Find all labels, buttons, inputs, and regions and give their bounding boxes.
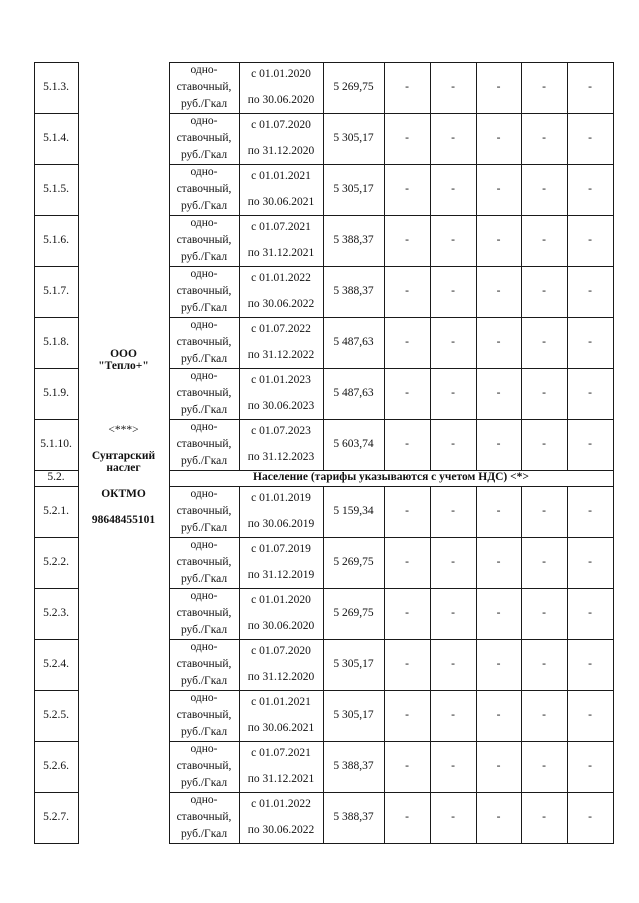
period-from: с 01.07.2020	[251, 119, 311, 132]
tariff-type-line: руб./Гкал	[180, 675, 228, 687]
empty-value-dash: -	[588, 182, 592, 195]
tariff-type-line: ставочный,	[176, 556, 232, 568]
period-from: с 01.07.2021	[251, 747, 311, 760]
period-from: с 01.07.2023	[251, 425, 311, 438]
period-from: с 01.07.2022	[251, 323, 311, 336]
tariff-type-line: одно-	[190, 319, 218, 331]
oktmo-label: ОКТМО	[101, 488, 146, 500]
period-cell	[239, 62, 323, 113]
empty-value-dash: -	[405, 335, 409, 348]
empty-value-dash: -	[588, 80, 592, 93]
tariff-value: 5 305,17	[333, 131, 374, 144]
period-to: по 31.12.2021	[247, 246, 315, 259]
settlement-line2: наслег	[106, 462, 141, 474]
tariff-type-line: руб./Гкал	[180, 573, 228, 585]
empty-value-dash: -	[405, 386, 409, 399]
empty-value-dash: -	[496, 233, 501, 246]
tariff-type	[169, 537, 239, 588]
row-number: 5.1.9.	[43, 386, 69, 399]
tariff-type-line: одно-	[190, 115, 218, 127]
empty-value-dash: -	[542, 386, 546, 399]
tariff-type-line: руб./Гкал	[180, 353, 228, 365]
tariff-type-line: одно-	[190, 539, 218, 551]
tariff-type-line: руб./Гкал	[180, 455, 228, 467]
empty-value-dash: -	[451, 80, 455, 93]
tariff-type-line: руб./Гкал	[180, 302, 228, 314]
org-footnote-mark: <***>	[108, 424, 139, 436]
tariff-type-line: руб./Гкал	[180, 726, 228, 738]
empty-value-dash: -	[405, 555, 409, 568]
row-number: 5.2.4.	[43, 657, 69, 670]
empty-value-dash: -	[405, 131, 409, 144]
empty-value-dash: -	[542, 131, 546, 144]
tariff-type-line: руб./Гкал	[180, 522, 228, 534]
row-number: 5.1.7.	[43, 284, 69, 297]
empty-value-dash: -	[496, 386, 501, 399]
tariff-type	[169, 486, 239, 537]
empty-value-dash: -	[405, 810, 409, 823]
empty-value-dash: -	[542, 233, 546, 246]
empty-value-dash: -	[405, 284, 409, 297]
empty-value-dash: -	[542, 759, 546, 772]
tariff-type	[169, 164, 239, 215]
empty-value-dash: -	[405, 504, 409, 517]
empty-value-dash: -	[496, 759, 501, 772]
empty-value-dash: -	[542, 335, 546, 348]
tariff-type-line: одно-	[190, 488, 218, 500]
period-from: с 01.01.2021	[251, 170, 311, 183]
tariff-type-line: одно-	[190, 421, 218, 433]
empty-value-dash: -	[451, 657, 455, 670]
row-number: 5.1.5.	[43, 182, 69, 195]
empty-value-dash: -	[451, 437, 455, 450]
period-cell	[239, 486, 323, 537]
tariff-value: 5 305,17	[333, 708, 374, 721]
period-cell	[239, 639, 323, 690]
period-to: по 31.12.2022	[247, 348, 315, 361]
tariff-type-line: руб./Гкал	[180, 149, 228, 161]
period-to: по 31.12.2020	[247, 144, 315, 157]
empty-value-dash: -	[451, 335, 455, 348]
tariff-type-line: ставочный,	[176, 709, 232, 721]
empty-value-dash: -	[542, 504, 546, 517]
org-name-line2: "Тепло+"	[98, 360, 149, 372]
tariff-type	[169, 266, 239, 317]
empty-value-dash: -	[496, 80, 501, 93]
tariff-type-line: ставочный,	[176, 505, 232, 517]
row-number: 5.2.3.	[43, 606, 69, 619]
period-from: с 01.01.2023	[251, 374, 311, 387]
empty-value-dash: -	[588, 233, 592, 246]
empty-value-dash: -	[405, 708, 409, 721]
oktmo-code: 98648455101	[91, 514, 156, 526]
empty-value-dash: -	[496, 335, 501, 348]
tariff-type	[169, 588, 239, 639]
period-cell	[239, 792, 323, 843]
period-cell	[239, 741, 323, 792]
empty-value-dash: -	[496, 131, 501, 144]
empty-value-dash: -	[405, 759, 409, 772]
period-cell	[239, 317, 323, 368]
row-number: 5.1.8.	[43, 335, 69, 348]
org-name-line1: ООО	[110, 348, 137, 360]
period-to: по 30.06.2023	[247, 399, 315, 412]
period-cell	[239, 113, 323, 164]
period-to: по 30.06.2019	[247, 517, 315, 530]
empty-value-dash: -	[588, 555, 592, 568]
row-number: 5.1.10.	[40, 437, 72, 450]
tariff-type-line: одно-	[190, 692, 218, 704]
tariff-type-line: ставочный,	[176, 607, 232, 619]
empty-value-dash: -	[451, 810, 455, 823]
tariff-type-line: руб./Гкал	[180, 200, 228, 212]
empty-value-dash: -	[588, 606, 592, 619]
tariff-type	[169, 62, 239, 113]
empty-value-dash: -	[451, 708, 455, 721]
row-number: 5.2.5.	[43, 708, 69, 721]
period-cell	[239, 368, 323, 419]
tariff-type	[169, 368, 239, 419]
col-border-right	[613, 62, 614, 843]
period-cell	[239, 537, 323, 588]
empty-value-dash: -	[496, 182, 501, 195]
tariff-type-line: одно-	[190, 166, 218, 178]
period-cell	[239, 215, 323, 266]
period-from: с 01.07.2021	[251, 221, 311, 234]
tariff-type-line: одно-	[190, 743, 218, 755]
tariff-value: 5 487,63	[333, 386, 374, 399]
tariff-type	[169, 317, 239, 368]
tariff-type	[169, 690, 239, 741]
tariff-type-line: ставочный,	[176, 183, 232, 195]
tariff-type-line: руб./Гкал	[180, 404, 228, 416]
period-to: по 30.06.2021	[247, 721, 315, 734]
row-number: 5.2.6.	[43, 759, 69, 772]
empty-value-dash: -	[451, 233, 455, 246]
period-to: по 30.06.2021	[247, 195, 315, 208]
tariff-type-line: руб./Гкал	[180, 828, 228, 840]
empty-value-dash: -	[542, 555, 546, 568]
period-from: с 01.01.2022	[251, 272, 311, 285]
tariff-type-line: ставочный,	[176, 234, 232, 246]
empty-value-dash: -	[496, 437, 501, 450]
tariff-value: 5 305,17	[333, 182, 374, 195]
period-to: по 30.06.2020	[247, 93, 315, 106]
tariff-value: 5 305,17	[333, 657, 374, 670]
tariff-type-line: руб./Гкал	[180, 251, 228, 263]
empty-value-dash: -	[588, 810, 592, 823]
empty-value-dash: -	[588, 708, 592, 721]
tariff-type	[169, 215, 239, 266]
empty-value-dash: -	[588, 504, 592, 517]
tariff-type-line: руб./Гкал	[180, 624, 228, 636]
empty-value-dash: -	[451, 606, 455, 619]
empty-value-dash: -	[588, 335, 592, 348]
empty-value-dash: -	[451, 182, 455, 195]
empty-value-dash: -	[405, 80, 409, 93]
tariff-type-line: ставочный,	[176, 387, 232, 399]
tariff-value: 5 388,37	[333, 810, 374, 823]
empty-value-dash: -	[542, 606, 546, 619]
row-number: 5.1.6.	[43, 233, 69, 246]
tariff-type-line: ставочный,	[176, 760, 232, 772]
empty-value-dash: -	[451, 131, 455, 144]
period-cell	[239, 588, 323, 639]
period-to: по 30.06.2022	[247, 823, 315, 836]
period-cell	[239, 164, 323, 215]
tariff-value: 5 269,75	[333, 606, 374, 619]
row-number: 5.2.	[47, 471, 65, 484]
empty-value-dash: -	[451, 555, 455, 568]
tariff-type-line: руб./Гкал	[180, 777, 228, 789]
empty-value-dash: -	[588, 759, 592, 772]
period-from: с 01.01.2021	[251, 696, 311, 709]
tariff-type-line: одно-	[190, 217, 218, 229]
period-from: с 01.07.2020	[251, 645, 311, 658]
tariff-value: 5 388,37	[333, 284, 374, 297]
tariff-value: 5 487,63	[333, 335, 374, 348]
period-to: по 31.12.2023	[247, 450, 315, 463]
row-border-num	[34, 843, 79, 844]
empty-value-dash: -	[405, 182, 409, 195]
tariff-type-line: руб./Гкал	[180, 98, 228, 110]
empty-value-dash: -	[588, 131, 592, 144]
empty-value-dash: -	[496, 504, 501, 517]
period-cell	[239, 266, 323, 317]
empty-value-dash: -	[542, 810, 546, 823]
tariff-type-line: одно-	[190, 268, 218, 280]
empty-value-dash: -	[588, 437, 592, 450]
tariff-value: 5 603,74	[333, 437, 374, 450]
empty-value-dash: -	[405, 233, 409, 246]
tariff-type-line: ставочный,	[176, 336, 232, 348]
tariff-type	[169, 792, 239, 843]
tariff-value: 5 388,37	[333, 233, 374, 246]
tariff-type-line: ставочный,	[176, 438, 232, 450]
empty-value-dash: -	[542, 80, 546, 93]
period-to: по 30.06.2020	[247, 619, 315, 632]
empty-value-dash: -	[588, 386, 592, 399]
empty-value-dash: -	[542, 284, 546, 297]
period-to: по 30.06.2022	[247, 297, 315, 310]
empty-value-dash: -	[496, 810, 501, 823]
empty-value-dash: -	[405, 437, 409, 450]
period-from: с 01.01.2022	[251, 798, 311, 811]
tariff-value: 5 269,75	[333, 555, 374, 568]
tariff-type-line: ставочный,	[176, 811, 232, 823]
section-header: Население (тарифы указываются с учетом НДС) <*>	[253, 471, 529, 484]
period-from: с 01.01.2020	[251, 594, 311, 607]
empty-value-dash: -	[542, 657, 546, 670]
tariff-type	[169, 113, 239, 164]
empty-value-dash: -	[496, 284, 501, 297]
empty-value-dash: -	[451, 759, 455, 772]
tariff-type-line: ставочный,	[176, 285, 232, 297]
settlement-line1: Сунтарский	[91, 450, 156, 462]
empty-value-dash: -	[496, 606, 501, 619]
empty-value-dash: -	[405, 606, 409, 619]
period-cell	[239, 419, 323, 470]
row-number: 5.1.4.	[43, 131, 69, 144]
tariff-value: 5 388,37	[333, 759, 374, 772]
tariff-type-line: одно-	[190, 370, 218, 382]
empty-value-dash: -	[451, 386, 455, 399]
period-from: с 01.01.2019	[251, 492, 311, 505]
period-cell	[239, 690, 323, 741]
tariff-type-line: одно-	[190, 641, 218, 653]
empty-value-dash: -	[588, 284, 592, 297]
row-number: 5.2.7.	[43, 810, 69, 823]
tariff-value: 5 269,75	[333, 80, 374, 93]
empty-value-dash: -	[542, 182, 546, 195]
row-number: 5.2.2.	[43, 555, 69, 568]
tariff-type-line: одно-	[190, 794, 218, 806]
empty-value-dash: -	[542, 437, 546, 450]
period-to: по 31.12.2020	[247, 670, 315, 683]
empty-value-dash: -	[496, 555, 501, 568]
tariff-type-line: одно-	[190, 64, 218, 76]
tariff-type-line: ставочный,	[176, 81, 232, 93]
row-number: 5.1.3.	[43, 80, 69, 93]
period-to: по 31.12.2021	[247, 772, 315, 785]
organization-block	[78, 348, 169, 526]
tariff-type	[169, 419, 239, 470]
empty-value-dash: -	[496, 657, 501, 670]
empty-value-dash: -	[405, 657, 409, 670]
row-number: 5.2.1.	[43, 504, 69, 517]
tariff-type	[169, 639, 239, 690]
empty-value-dash: -	[451, 504, 455, 517]
tariff-value: 5 159,34	[333, 504, 374, 517]
period-from: с 01.01.2020	[251, 68, 311, 81]
tariff-type-line: ставочный,	[176, 132, 232, 144]
tariff-type-line: ставочный,	[176, 658, 232, 670]
period-from: с 01.07.2019	[251, 543, 311, 556]
empty-value-dash: -	[451, 284, 455, 297]
tariff-type	[169, 741, 239, 792]
empty-value-dash: -	[542, 708, 546, 721]
empty-value-dash: -	[496, 708, 501, 721]
tariff-type-line: одно-	[190, 590, 218, 602]
row-border-data	[169, 843, 614, 844]
empty-value-dash: -	[588, 657, 592, 670]
period-to: по 31.12.2019	[247, 568, 315, 581]
